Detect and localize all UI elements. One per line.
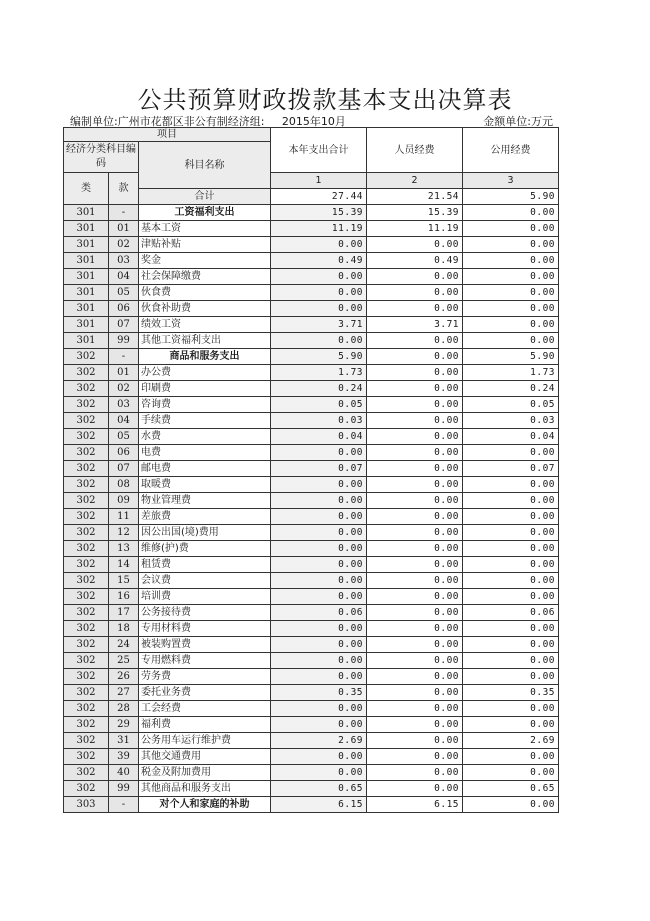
row-kuan-code: 06 bbox=[109, 445, 139, 461]
row-subject-name: 差旅费 bbox=[139, 509, 271, 525]
row-public-value: 0.00 bbox=[463, 669, 559, 685]
row-personnel-value: 0.00 bbox=[367, 269, 463, 285]
table-row bbox=[64, 205, 559, 221]
row-lei-code: 302 bbox=[64, 765, 109, 781]
row-lei-code: 302 bbox=[64, 429, 109, 445]
index-col1: 1 bbox=[271, 173, 367, 189]
row-total-value: 6.15 bbox=[271, 797, 367, 813]
row-public-value: 0.24 bbox=[463, 381, 559, 397]
row-total-value: 0.04 bbox=[271, 429, 367, 445]
row-lei-code: 302 bbox=[64, 749, 109, 765]
table-row bbox=[64, 605, 559, 621]
row-lei-code: 302 bbox=[64, 781, 109, 797]
row-total-value: 0.65 bbox=[271, 781, 367, 797]
row-personnel-value: 0.00 bbox=[367, 477, 463, 493]
table-row bbox=[64, 525, 559, 541]
row-public-value: 0.00 bbox=[463, 637, 559, 653]
row-public-value: 0.00 bbox=[463, 237, 559, 253]
row-lei-code: 302 bbox=[64, 685, 109, 701]
row-lei-code: 302 bbox=[64, 573, 109, 589]
row-public-value: 0.00 bbox=[463, 253, 559, 269]
row-public-value: 0.00 bbox=[463, 701, 559, 717]
row-total-value: 5.90 bbox=[271, 349, 367, 365]
row-total-value: 0.35 bbox=[271, 685, 367, 701]
row-lei-code: 301 bbox=[64, 253, 109, 269]
row-personnel-value: 0.00 bbox=[367, 573, 463, 589]
row-personnel-value: 0.00 bbox=[367, 365, 463, 381]
row-kuan-code: 03 bbox=[109, 397, 139, 413]
row-personnel-value: 0.00 bbox=[367, 429, 463, 445]
row-lei-code: 302 bbox=[64, 477, 109, 493]
row-public-value: 0.07 bbox=[463, 461, 559, 477]
row-total-value: 0.00 bbox=[271, 765, 367, 781]
row-kuan-code: - bbox=[109, 205, 139, 221]
row-kuan-code: 18 bbox=[109, 621, 139, 637]
row-personnel-value: 0.00 bbox=[367, 621, 463, 637]
row-public-value: 0.00 bbox=[463, 509, 559, 525]
row-total-value: 0.00 bbox=[271, 301, 367, 317]
row-public-value: 0.00 bbox=[463, 445, 559, 461]
row-public-value: 0.04 bbox=[463, 429, 559, 445]
row-public-value: 0.00 bbox=[463, 285, 559, 301]
row-kuan-code: 03 bbox=[109, 253, 139, 269]
table-row bbox=[64, 317, 559, 333]
row-lei-code: 302 bbox=[64, 445, 109, 461]
header-class-code: 经济分类科目编码 bbox=[64, 142, 139, 173]
row-lei-code: 301 bbox=[64, 317, 109, 333]
row-lei-code: 302 bbox=[64, 589, 109, 605]
header-col3: 公用经费 bbox=[463, 128, 559, 173]
row-total-value: 0.00 bbox=[271, 557, 367, 573]
row-lei-code: 302 bbox=[64, 461, 109, 477]
row-total-value: 0.49 bbox=[271, 253, 367, 269]
row-kuan-code: 04 bbox=[109, 413, 139, 429]
row-kuan-code: 99 bbox=[109, 781, 139, 797]
row-subject-name: 劳务费 bbox=[139, 669, 271, 685]
row-lei-code: 302 bbox=[64, 733, 109, 749]
row-subject-name: 其他工资福利支出 bbox=[139, 333, 271, 349]
row-subject-name: 手续费 bbox=[139, 413, 271, 429]
row-lei-code: 302 bbox=[64, 653, 109, 669]
row-personnel-value: 0.00 bbox=[367, 525, 463, 541]
row-total-value: 0.00 bbox=[271, 701, 367, 717]
row-kuan-code: 39 bbox=[109, 749, 139, 765]
row-public-value: 5.90 bbox=[463, 349, 559, 365]
row-total-value: 0.00 bbox=[271, 749, 367, 765]
row-personnel-value: 0.00 bbox=[367, 605, 463, 621]
header-row-lanci bbox=[64, 173, 559, 189]
row-kuan-code: 02 bbox=[109, 381, 139, 397]
row-subject-name: 会议费 bbox=[139, 573, 271, 589]
row-subject-name: 对个人和家庭的补助 bbox=[139, 797, 271, 813]
row-subject-name: 奖金 bbox=[139, 253, 271, 269]
row-subject-name: 公务用车运行维护费 bbox=[139, 733, 271, 749]
row-total-value: 0.00 bbox=[271, 637, 367, 653]
row-lei-code: 301 bbox=[64, 285, 109, 301]
amount-unit: 金额单位:万元 bbox=[483, 115, 553, 128]
row-kuan-code: 04 bbox=[109, 269, 139, 285]
table-row bbox=[64, 269, 559, 285]
row-total-value: 0.00 bbox=[271, 237, 367, 253]
row-public-value: 0.00 bbox=[463, 653, 559, 669]
row-lei-code: 303 bbox=[64, 797, 109, 813]
row-public-value: 0.00 bbox=[463, 317, 559, 333]
row-kuan-code: 09 bbox=[109, 493, 139, 509]
table-row bbox=[64, 237, 559, 253]
table-row bbox=[64, 717, 559, 733]
table-row bbox=[64, 429, 559, 445]
row-public-value: 0.00 bbox=[463, 573, 559, 589]
table-row bbox=[64, 301, 559, 317]
row-public-value: 0.00 bbox=[463, 493, 559, 509]
row-kuan-code: 11 bbox=[109, 509, 139, 525]
row-kuan-code: 02 bbox=[109, 237, 139, 253]
row-public-value: 0.35 bbox=[463, 685, 559, 701]
table-row bbox=[64, 557, 559, 573]
row-personnel-value: 0.00 bbox=[367, 285, 463, 301]
header-row-item bbox=[64, 128, 559, 142]
row-lei-code: 302 bbox=[64, 349, 109, 365]
table-row bbox=[64, 333, 559, 349]
row-subject-name: 福利费 bbox=[139, 717, 271, 733]
row-total-value: 0.00 bbox=[271, 445, 367, 461]
table-row bbox=[64, 493, 559, 509]
row-personnel-value: 0.00 bbox=[367, 717, 463, 733]
row-public-value: 0.00 bbox=[463, 589, 559, 605]
row-kuan-code: 31 bbox=[109, 733, 139, 749]
total-row bbox=[64, 189, 559, 205]
row-public-value: 0.00 bbox=[463, 557, 559, 573]
row-personnel-value: 0.00 bbox=[367, 397, 463, 413]
table-row bbox=[64, 685, 559, 701]
row-lei-code: 302 bbox=[64, 621, 109, 637]
row-personnel-value: 0.00 bbox=[367, 237, 463, 253]
row-subject-name: 工资福利支出 bbox=[139, 205, 271, 221]
row-personnel-value: 0.00 bbox=[367, 509, 463, 525]
index-col2: 2 bbox=[367, 173, 463, 189]
row-total-value: 0.00 bbox=[271, 589, 367, 605]
row-personnel-value: 0.00 bbox=[367, 461, 463, 477]
row-total-value: 0.03 bbox=[271, 413, 367, 429]
row-subject-name: 委托业务费 bbox=[139, 685, 271, 701]
row-total-value: 0.07 bbox=[271, 461, 367, 477]
row-public-value: 0.00 bbox=[463, 797, 559, 813]
row-total-value: 0.00 bbox=[271, 717, 367, 733]
row-personnel-value: 0.00 bbox=[367, 349, 463, 365]
row-lei-code: 301 bbox=[64, 221, 109, 237]
row-subject-name: 邮电费 bbox=[139, 461, 271, 477]
row-personnel-value: 0.00 bbox=[367, 557, 463, 573]
table-row bbox=[64, 749, 559, 765]
table-row bbox=[64, 797, 559, 813]
row-lei-code: 302 bbox=[64, 669, 109, 685]
row-lei-code: 302 bbox=[64, 525, 109, 541]
row-kuan-code: 13 bbox=[109, 541, 139, 557]
header-kuan: 款 bbox=[109, 173, 139, 205]
row-kuan-code: 17 bbox=[109, 605, 139, 621]
row-subject-name: 其他交通费用 bbox=[139, 749, 271, 765]
row-subject-name: 工会经费 bbox=[139, 701, 271, 717]
row-personnel-value: 0.00 bbox=[367, 669, 463, 685]
row-lei-code: 302 bbox=[64, 413, 109, 429]
row-public-value: 0.06 bbox=[463, 605, 559, 621]
table-row bbox=[64, 509, 559, 525]
row-total-value: 0.00 bbox=[271, 333, 367, 349]
table-row bbox=[64, 701, 559, 717]
table-row bbox=[64, 413, 559, 429]
row-kuan-code: 08 bbox=[109, 477, 139, 493]
row-subject-name: 培训费 bbox=[139, 589, 271, 605]
row-lei-code: 301 bbox=[64, 333, 109, 349]
row-personnel-value: 0.00 bbox=[367, 333, 463, 349]
row-personnel-value: 0.00 bbox=[367, 685, 463, 701]
row-total-value: 0.00 bbox=[271, 653, 367, 669]
row-subject-name: 伙食费 bbox=[139, 285, 271, 301]
row-public-value: 0.00 bbox=[463, 717, 559, 733]
row-kuan-code: - bbox=[109, 349, 139, 365]
row-personnel-value: 0.00 bbox=[367, 493, 463, 509]
table-row bbox=[64, 253, 559, 269]
row-lei-code: 302 bbox=[64, 509, 109, 525]
row-public-value: 0.65 bbox=[463, 781, 559, 797]
row-personnel-value: 0.00 bbox=[367, 589, 463, 605]
total-label: 合计 bbox=[139, 189, 271, 205]
row-public-value: 0.05 bbox=[463, 397, 559, 413]
row-lei-code: 301 bbox=[64, 301, 109, 317]
row-personnel-value: 0.00 bbox=[367, 637, 463, 653]
table-row bbox=[64, 653, 559, 669]
row-kuan-code: 99 bbox=[109, 333, 139, 349]
row-public-value: 0.00 bbox=[463, 221, 559, 237]
row-total-value: 0.00 bbox=[271, 621, 367, 637]
row-kuan-code: 25 bbox=[109, 653, 139, 669]
header-subject-name: 科目名称 bbox=[139, 142, 271, 189]
row-total-value: 0.00 bbox=[271, 269, 367, 285]
row-total-value: 15.39 bbox=[271, 205, 367, 221]
row-kuan-code: 28 bbox=[109, 701, 139, 717]
table-row bbox=[64, 397, 559, 413]
table-row bbox=[64, 349, 559, 365]
row-total-value: 0.00 bbox=[271, 669, 367, 685]
row-personnel-value: 0.00 bbox=[367, 765, 463, 781]
row-total-value: 0.00 bbox=[271, 493, 367, 509]
row-subject-name: 绩效工资 bbox=[139, 317, 271, 333]
table-row bbox=[64, 221, 559, 237]
row-lei-code: 301 bbox=[64, 237, 109, 253]
row-personnel-value: 0.00 bbox=[367, 781, 463, 797]
table-row bbox=[64, 733, 559, 749]
row-subject-name: 津贴补贴 bbox=[139, 237, 271, 253]
row-subject-name: 因公出国(境)费用 bbox=[139, 525, 271, 541]
row-kuan-code: - bbox=[109, 797, 139, 813]
row-personnel-value: 0.00 bbox=[367, 445, 463, 461]
table-row bbox=[64, 765, 559, 781]
table-row bbox=[64, 589, 559, 605]
row-kuan-code: 07 bbox=[109, 461, 139, 477]
row-lei-code: 302 bbox=[64, 365, 109, 381]
table-row bbox=[64, 621, 559, 637]
row-personnel-value: 0.00 bbox=[367, 701, 463, 717]
row-subject-name: 社会保障缴费 bbox=[139, 269, 271, 285]
row-kuan-code: 01 bbox=[109, 221, 139, 237]
row-public-value: 0.00 bbox=[463, 749, 559, 765]
row-total-value: 0.05 bbox=[271, 397, 367, 413]
row-public-value: 2.69 bbox=[463, 733, 559, 749]
row-subject-name: 印刷费 bbox=[139, 381, 271, 397]
header-col2: 人员经费 bbox=[367, 128, 463, 173]
table-row bbox=[64, 477, 559, 493]
row-personnel-value: 11.19 bbox=[367, 221, 463, 237]
table-body bbox=[64, 128, 559, 813]
total-col1: 27.44 bbox=[271, 189, 367, 205]
row-kuan-code: 14 bbox=[109, 557, 139, 573]
row-public-value: 0.00 bbox=[463, 333, 559, 349]
row-total-value: 0.00 bbox=[271, 285, 367, 301]
row-lei-code: 302 bbox=[64, 701, 109, 717]
row-personnel-value: 0.00 bbox=[367, 301, 463, 317]
row-personnel-value: 0.49 bbox=[367, 253, 463, 269]
row-personnel-value: 0.00 bbox=[367, 653, 463, 669]
row-subject-name: 维修(护)费 bbox=[139, 541, 271, 557]
row-subject-name: 电费 bbox=[139, 445, 271, 461]
row-public-value: 0.00 bbox=[463, 621, 559, 637]
row-public-value: 0.00 bbox=[463, 205, 559, 221]
table-row bbox=[64, 285, 559, 301]
row-kuan-code: 26 bbox=[109, 669, 139, 685]
row-lei-code: 302 bbox=[64, 637, 109, 653]
row-lei-code: 302 bbox=[64, 605, 109, 621]
row-public-value: 0.03 bbox=[463, 413, 559, 429]
total-col3: 5.90 bbox=[463, 189, 559, 205]
row-personnel-value: 0.00 bbox=[367, 733, 463, 749]
row-lei-code: 302 bbox=[64, 557, 109, 573]
table-row bbox=[64, 637, 559, 653]
row-kuan-code: 29 bbox=[109, 717, 139, 733]
row-subject-name: 专用材料费 bbox=[139, 621, 271, 637]
row-kuan-code: 01 bbox=[109, 365, 139, 381]
unit-label: 编制单位:广州市花都区非公有制经济组: bbox=[70, 115, 265, 128]
table-row bbox=[64, 669, 559, 685]
row-personnel-value: 0.00 bbox=[367, 541, 463, 557]
row-subject-name: 被装购置费 bbox=[139, 637, 271, 653]
row-public-value: 0.00 bbox=[463, 477, 559, 493]
row-lei-code: 302 bbox=[64, 397, 109, 413]
row-subject-name: 咨询费 bbox=[139, 397, 271, 413]
row-total-value: 1.73 bbox=[271, 365, 367, 381]
row-personnel-value: 3.71 bbox=[367, 317, 463, 333]
row-total-value: 0.06 bbox=[271, 605, 367, 621]
row-lei-code: 302 bbox=[64, 717, 109, 733]
row-subject-name: 基本工资 bbox=[139, 221, 271, 237]
row-total-value: 0.00 bbox=[271, 525, 367, 541]
row-total-value: 2.69 bbox=[271, 733, 367, 749]
row-public-value: 1.73 bbox=[463, 365, 559, 381]
table-row bbox=[64, 365, 559, 381]
index-col3: 3 bbox=[463, 173, 559, 189]
row-lei-code: 302 bbox=[64, 493, 109, 509]
row-total-value: 0.00 bbox=[271, 477, 367, 493]
row-personnel-value: 0.00 bbox=[367, 381, 463, 397]
header-lei: 类 bbox=[64, 173, 109, 205]
row-public-value: 0.00 bbox=[463, 525, 559, 541]
row-subject-name: 专用燃料费 bbox=[139, 653, 271, 669]
row-kuan-code: 07 bbox=[109, 317, 139, 333]
header-item: 项目 bbox=[64, 128, 271, 142]
row-kuan-code: 05 bbox=[109, 429, 139, 445]
row-total-value: 3.71 bbox=[271, 317, 367, 333]
row-subject-name: 伙食补助费 bbox=[139, 301, 271, 317]
row-lei-code: 301 bbox=[64, 269, 109, 285]
row-subject-name: 租赁费 bbox=[139, 557, 271, 573]
row-total-value: 0.00 bbox=[271, 573, 367, 589]
row-public-value: 0.00 bbox=[463, 301, 559, 317]
table-row bbox=[64, 381, 559, 397]
row-kuan-code: 24 bbox=[109, 637, 139, 653]
row-kuan-code: 40 bbox=[109, 765, 139, 781]
row-personnel-value: 15.39 bbox=[367, 205, 463, 221]
row-lei-code: 302 bbox=[64, 541, 109, 557]
row-lei-code: 301 bbox=[64, 205, 109, 221]
row-public-value: 0.00 bbox=[463, 269, 559, 285]
row-public-value: 0.00 bbox=[463, 765, 559, 781]
document-title: 公共预算财政拨款基本支出决算表 bbox=[137, 86, 513, 114]
report-period: 2015年10月 bbox=[281, 115, 346, 128]
row-kuan-code: 05 bbox=[109, 285, 139, 301]
row-kuan-code: 27 bbox=[109, 685, 139, 701]
table-row bbox=[64, 573, 559, 589]
row-subject-name: 水费 bbox=[139, 429, 271, 445]
row-total-value: 0.00 bbox=[271, 509, 367, 525]
header-col1: 本年支出合计 bbox=[271, 128, 367, 173]
row-public-value: 0.00 bbox=[463, 541, 559, 557]
total-col2: 21.54 bbox=[367, 189, 463, 205]
table-row bbox=[64, 445, 559, 461]
table-row bbox=[64, 541, 559, 557]
table-row bbox=[64, 461, 559, 477]
row-personnel-value: 0.00 bbox=[367, 413, 463, 429]
row-subject-name: 物业管理费 bbox=[139, 493, 271, 509]
row-lei-code: 302 bbox=[64, 381, 109, 397]
row-subject-name: 办公费 bbox=[139, 365, 271, 381]
row-kuan-code: 16 bbox=[109, 589, 139, 605]
row-personnel-value: 6.15 bbox=[367, 797, 463, 813]
row-subject-name: 税金及附加费用 bbox=[139, 765, 271, 781]
table-row bbox=[64, 781, 559, 797]
row-subject-name: 商品和服务支出 bbox=[139, 349, 271, 365]
budget-table bbox=[63, 127, 559, 813]
row-subject-name: 其他商品和服务支出 bbox=[139, 781, 271, 797]
row-kuan-code: 06 bbox=[109, 301, 139, 317]
row-kuan-code: 15 bbox=[109, 573, 139, 589]
row-total-value: 0.24 bbox=[271, 381, 367, 397]
row-subject-name: 公务接待费 bbox=[139, 605, 271, 621]
row-total-value: 11.19 bbox=[271, 221, 367, 237]
row-personnel-value: 0.00 bbox=[367, 749, 463, 765]
row-total-value: 0.00 bbox=[271, 541, 367, 557]
row-kuan-code: 12 bbox=[109, 525, 139, 541]
row-subject-name: 取暖费 bbox=[139, 477, 271, 493]
